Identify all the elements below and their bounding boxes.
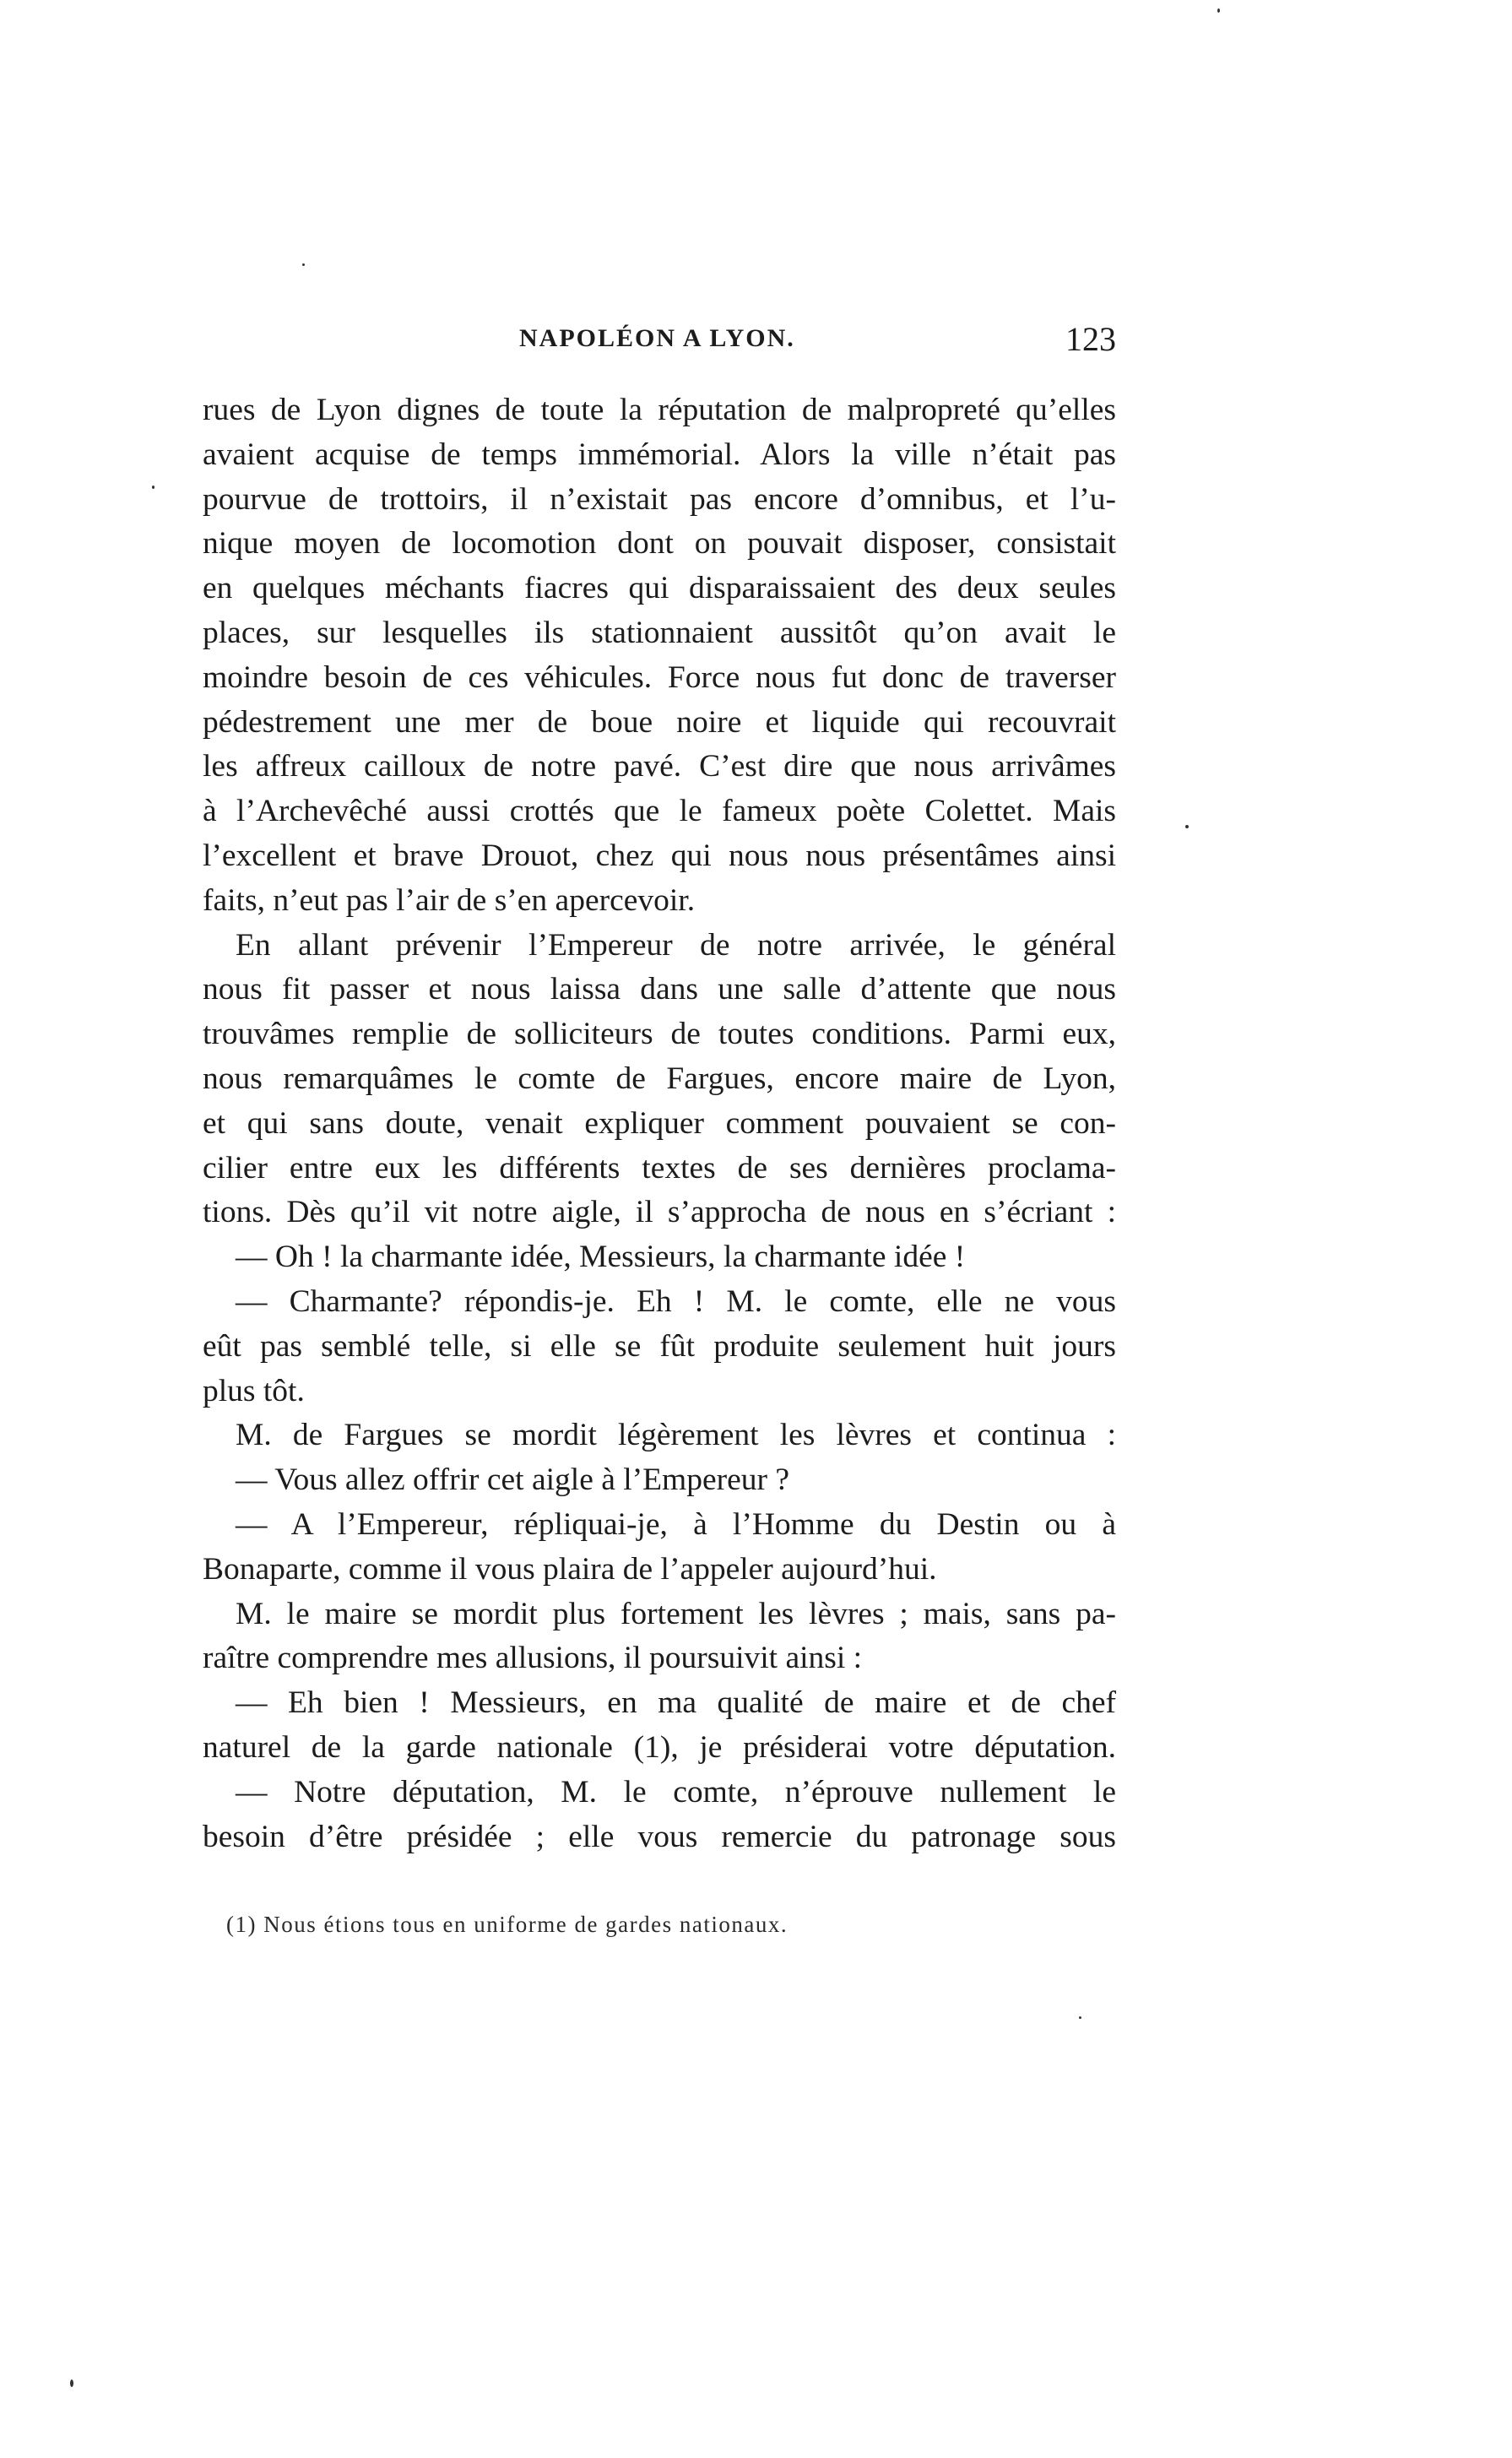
scan-speck: [1079, 2016, 1081, 2019]
text-line: nous fit passer et nous laissa dans une salle d’attente que nous: [203, 972, 1116, 1007]
scan-speck: [1185, 825, 1189, 828]
page-header: [203, 319, 1116, 370]
text-line: pédestrement une mer de boue noire et liquide qui recouvrait: [203, 704, 1116, 740]
text-line: M. le maire se mordit plus fortement les lèvres ; mais, sans pa-: [236, 1596, 1116, 1631]
text-line: en quelques méchants fiacres qui disparaissaient des deux seules: [203, 571, 1116, 606]
text-line: les affreux cailloux de notre pavé. C’est dire que nous arrivâmes: [203, 749, 1116, 784]
running-title: NAPOLÉON A LYON.: [519, 324, 795, 352]
text-line: plus tôt.: [203, 1373, 305, 1408]
text-line: pourvue de trottoirs, il n’existait pas encore d’omnibus, et l’u-: [203, 481, 1116, 517]
text-line: trouvâmes remplie de solliciteurs de toutes conditions. Parmi eux,: [203, 1017, 1116, 1052]
footnote: (1) Nous étions tous en uniforme de gardes nationaux.: [226, 1912, 789, 1937]
text-line: et qui sans doute, venait expliquer comment pouvaient se con-: [203, 1105, 1116, 1141]
body-text: [203, 388, 1116, 1859]
text-line: — Oh ! la charmante idée, Messieurs, la charmante idée !: [236, 1240, 966, 1275]
text-line: — Eh bien ! Messieurs, en ma qualité de maire et de chef: [236, 1685, 1116, 1721]
text-line: — Notre députation, M. le comte, n’éprouve nullement le: [236, 1774, 1116, 1810]
text-line: tions. Dès qu’il vit notre aigle, il s’approcha de nous en s’écriant :: [203, 1195, 1116, 1230]
page-number: 123: [1065, 320, 1116, 358]
text-line: besoin d’être présidée ; elle vous remercie du patronage sous: [203, 1819, 1116, 1854]
text-line: l’excellent et brave Drouot, chez qui nous nous présentâmes ainsi: [203, 838, 1116, 873]
text-line: moindre besoin de ces véhicules. Force nous fut donc de traverser: [203, 659, 1116, 695]
text-line: — Vous allez offrir cet aigle à l’Empereur ?: [236, 1462, 789, 1498]
text-line: En allant prévenir l’Empereur de notre arrivée, le général: [236, 927, 1116, 963]
scan-speck: [152, 486, 154, 489]
scan-speck: [70, 2379, 73, 2387]
text-line: M. de Fargues se mordit légèrement les lèvres et continua :: [236, 1418, 1116, 1453]
text-line: eût pas semblé telle, si elle se fût produite seulement huit jours: [203, 1328, 1116, 1364]
text-line: rues de Lyon dignes de toute la réputation de malpropreté qu’elles: [203, 393, 1116, 427]
text-line: cilier entre eux les différents textes de ses dernières proclama-: [203, 1150, 1116, 1186]
text-line: places, sur lesquelles ils stationnaient aussitôt qu’on avait le: [203, 615, 1116, 650]
text-line: — A l’Empereur, répliquai-je, à l’Homme du Destin ou à: [236, 1506, 1116, 1542]
text-line: Bonaparte, comme il vous plaira de l’appeler aujourd’hui.: [203, 1551, 937, 1587]
text-line: raître comprendre mes allusions, il poursuivit ainsi :: [203, 1641, 863, 1676]
text-line: — Charmante? répondis-je. Eh ! M. le comte, elle ne vous: [236, 1283, 1116, 1319]
text-line: nous remarquâmes le comte de Fargues, encore maire de Lyon,: [203, 1061, 1116, 1096]
scan-speck: [302, 263, 305, 266]
scan-speck: [1217, 8, 1220, 13]
text-line: faits, n’eut pas l’air de s’en apercevoir.: [203, 882, 696, 918]
text-line: à l’Archevêché aussi crottés que le fameux poète Colettet. Mais: [203, 794, 1116, 829]
text-line: avaient acquise de temps immémorial. Alors la ville n’était pas: [203, 437, 1116, 472]
text-line: nique moyen de locomotion dont on pouvait disposer, consistait: [203, 526, 1116, 562]
text-line: naturel de la garde nationale (1), je présiderai votre députation.: [203, 1729, 1116, 1765]
